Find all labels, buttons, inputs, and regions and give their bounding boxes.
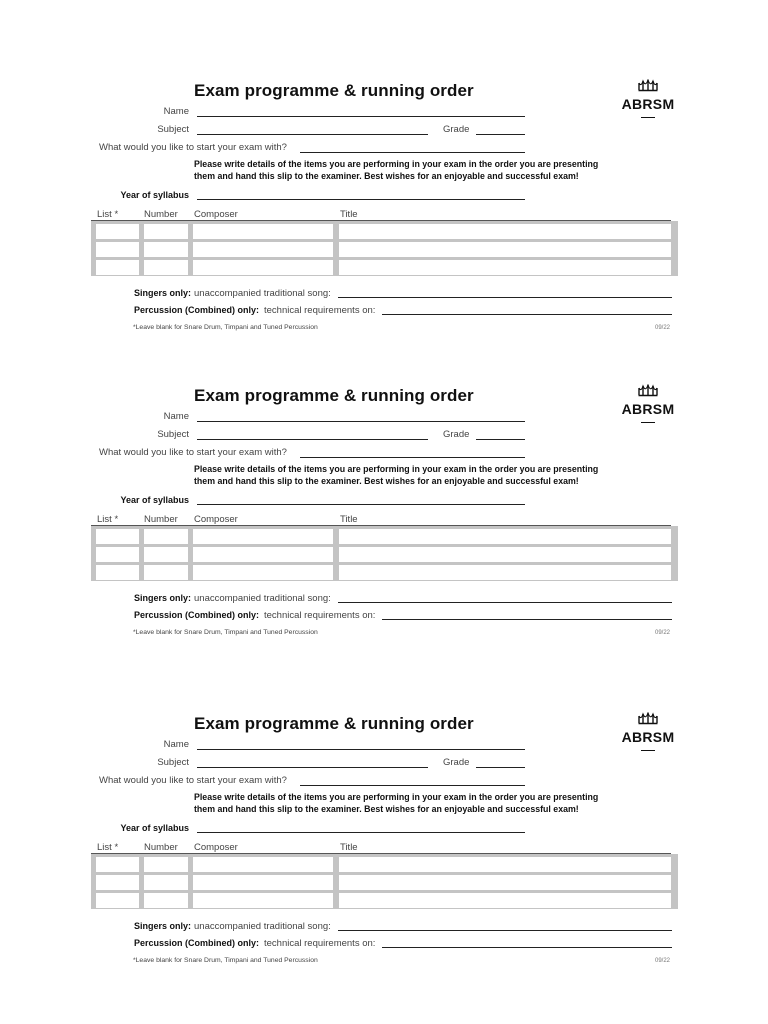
cell-list-2[interactable]: [96, 547, 139, 562]
instructions-line-1: Please write details of the items you are performing in your exam in the order you are presenting: [194, 159, 599, 169]
name-field[interactable]: [197, 116, 525, 117]
footnote-text: Leave blank for Snare Drum, Timpani and Tuned Percussion: [135, 324, 318, 331]
footnote: [133, 957, 318, 964]
singers-field[interactable]: [338, 930, 672, 931]
slip-title: Exam programme & running order: [194, 81, 474, 100]
form-code: 09/22: [655, 958, 671, 964]
percussion-field[interactable]: [382, 947, 672, 948]
footnote-mark: *: [133, 957, 136, 964]
year-field[interactable]: [197, 832, 525, 833]
subject-label: Subject: [157, 757, 189, 768]
start-label: What would you like to start your exam with?: [99, 447, 287, 458]
cell-number-1[interactable]: [144, 224, 188, 239]
instructions-line-2: them and hand this slip to the examiner. Best wishes for an enjoyable and successful exam!: [194, 171, 579, 181]
singers-text: unaccompanied traditional song:: [194, 288, 331, 299]
start-field[interactable]: [300, 785, 525, 786]
cell-composer-3[interactable]: [193, 893, 333, 908]
cell-composer-3[interactable]: [193, 260, 333, 275]
cell-number-1[interactable]: [144, 529, 188, 544]
footnote-mark: *: [133, 324, 136, 331]
year-field[interactable]: [197, 504, 525, 505]
cell-list-3[interactable]: [96, 565, 139, 580]
subject-field[interactable]: [197, 767, 428, 768]
start-field[interactable]: [300, 457, 525, 458]
cell-number-3[interactable]: [144, 260, 188, 275]
name-field[interactable]: [197, 749, 525, 750]
cell-title-1[interactable]: [339, 857, 671, 872]
cell-composer-1[interactable]: [193, 857, 333, 872]
col-header-number: Number: [144, 842, 178, 853]
crown-icon: [637, 712, 659, 726]
logo-text: ABRSM: [621, 401, 675, 417]
cell-title-1[interactable]: [339, 529, 671, 544]
footnote-text: Leave blank for Snare Drum, Timpani and Tuned Percussion: [135, 957, 318, 964]
form-code: 09/22: [655, 325, 671, 331]
cell-title-3[interactable]: [339, 893, 671, 908]
form-code: 09/22: [655, 630, 671, 636]
col-header-number: Number: [144, 514, 178, 525]
col-list-mark: *: [114, 842, 119, 853]
cell-title-2[interactable]: [339, 875, 671, 890]
cell-composer-2[interactable]: [193, 547, 333, 562]
cell-composer-2[interactable]: [193, 242, 333, 257]
col-list-text: List: [97, 514, 112, 525]
instructions-line-2: them and hand this slip to the examiner. Best wishes for an enjoyable and successful exam!: [194, 804, 579, 814]
exam-slip-3: [0, 633, 768, 964]
subject-label: Subject: [157, 124, 189, 135]
subject-field[interactable]: [197, 134, 428, 135]
col-list-mark: *: [114, 209, 119, 220]
cell-title-2[interactable]: [339, 547, 671, 562]
footnote-mark: *: [133, 629, 136, 636]
name-label: Name: [163, 739, 189, 750]
cell-composer-3[interactable]: [193, 565, 333, 580]
col-list-mark: *: [114, 514, 119, 525]
grade-field[interactable]: [476, 134, 525, 135]
name-label: Name: [163, 106, 189, 117]
cell-number-2[interactable]: [144, 875, 188, 890]
percussion-field[interactable]: [382, 619, 672, 620]
slip-title: Exam programme & running order: [194, 714, 474, 733]
programme-table: [0, 518, 768, 582]
cell-list-1[interactable]: [96, 529, 139, 544]
cell-number-2[interactable]: [144, 242, 188, 257]
singers-field[interactable]: [338, 602, 672, 603]
col-header-title: Title: [340, 209, 358, 220]
cell-title-3[interactable]: [339, 260, 671, 275]
programme-table: [0, 846, 768, 910]
table-grid: [91, 854, 678, 909]
abrsm-logo: [618, 712, 678, 752]
cell-title-1[interactable]: [339, 224, 671, 239]
year-label: Year of syllabus: [120, 190, 189, 200]
percussion-label: Percussion (Combined) only:: [134, 305, 260, 315]
instructions-line-2: them and hand this slip to the examiner. Best wishes for an enjoyable and successful exam!: [194, 476, 579, 486]
footnote-text: Leave blank for Snare Drum, Timpani and Tuned Percussion: [135, 629, 318, 636]
name-label: Name: [163, 411, 189, 422]
singers-text: unaccompanied traditional song:: [194, 593, 331, 604]
logo-underline: [641, 422, 655, 423]
percussion-text: technical requirements on:: [264, 938, 376, 949]
logo-text: ABRSM: [621, 729, 675, 745]
crown-icon: [637, 384, 659, 398]
start-field[interactable]: [300, 152, 525, 153]
col-list-text: List: [97, 842, 112, 853]
name-field[interactable]: [197, 421, 525, 422]
cell-list-2[interactable]: [96, 242, 139, 257]
grade-label: Grade: [443, 429, 470, 440]
abrsm-logo: [618, 79, 678, 119]
cell-composer-2[interactable]: [193, 875, 333, 890]
subject-field[interactable]: [197, 439, 428, 440]
instructions-line-1: Please write details of the items you are performing in your exam in the order you are presenting: [194, 464, 599, 474]
cell-number-3[interactable]: [144, 565, 188, 580]
singers-label: Singers only:: [134, 288, 192, 298]
year-label: Year of syllabus: [120, 823, 189, 833]
col-header-composer: Composer: [194, 842, 238, 853]
singers-field[interactable]: [338, 297, 672, 298]
cell-number-3[interactable]: [144, 893, 188, 908]
singers-text: unaccompanied traditional song:: [194, 921, 331, 932]
abrsm-logo: [618, 384, 678, 424]
col-header-number: Number: [144, 209, 178, 220]
col-header-title: Title: [340, 514, 358, 525]
cell-composer-1[interactable]: [193, 529, 333, 544]
percussion-text: technical requirements on:: [264, 305, 376, 316]
cell-list-1[interactable]: [96, 224, 139, 239]
slip-title: Exam programme & running order: [194, 386, 474, 405]
crown-icon: [637, 79, 659, 93]
cell-title-3[interactable]: [339, 565, 671, 580]
grade-field[interactable]: [476, 439, 525, 440]
programme-table: [0, 213, 768, 277]
subject-label: Subject: [157, 429, 189, 440]
instructions-line-1: Please write details of the items you are performing in your exam in the order you are presenting: [194, 792, 599, 802]
cell-number-1[interactable]: [144, 857, 188, 872]
cell-title-2[interactable]: [339, 242, 671, 257]
cell-list-3[interactable]: [96, 893, 139, 908]
grade-field[interactable]: [476, 767, 525, 768]
cell-number-2[interactable]: [144, 547, 188, 562]
cell-list-3[interactable]: [96, 260, 139, 275]
percussion-label: Percussion (Combined) only:: [134, 938, 260, 948]
start-label: What would you like to start your exam with?: [99, 775, 287, 786]
grade-label: Grade: [443, 757, 470, 768]
col-list-text: List: [97, 209, 112, 220]
col-header-composer: Composer: [194, 209, 238, 220]
percussion-label: Percussion (Combined) only:: [134, 610, 260, 620]
col-header-title: Title: [340, 842, 358, 853]
singers-label: Singers only:: [134, 921, 192, 931]
grade-label: Grade: [443, 124, 470, 135]
start-label: What would you like to start your exam with?: [99, 142, 287, 153]
singers-label: Singers only:: [134, 593, 192, 603]
table-grid: [91, 526, 678, 581]
logo-text: ABRSM: [621, 96, 675, 112]
exam-slip-1: [0, 0, 768, 331]
exam-slip-2: [0, 305, 768, 636]
table-grid: [91, 221, 678, 276]
percussion-text: technical requirements on:: [264, 610, 376, 621]
logo-underline: [641, 750, 655, 751]
year-label: Year of syllabus: [120, 495, 189, 505]
cell-composer-1[interactable]: [193, 224, 333, 239]
year-field[interactable]: [197, 199, 525, 200]
cell-list-1[interactable]: [96, 857, 139, 872]
logo-underline: [641, 117, 655, 118]
col-header-composer: Composer: [194, 514, 238, 525]
cell-list-2[interactable]: [96, 875, 139, 890]
